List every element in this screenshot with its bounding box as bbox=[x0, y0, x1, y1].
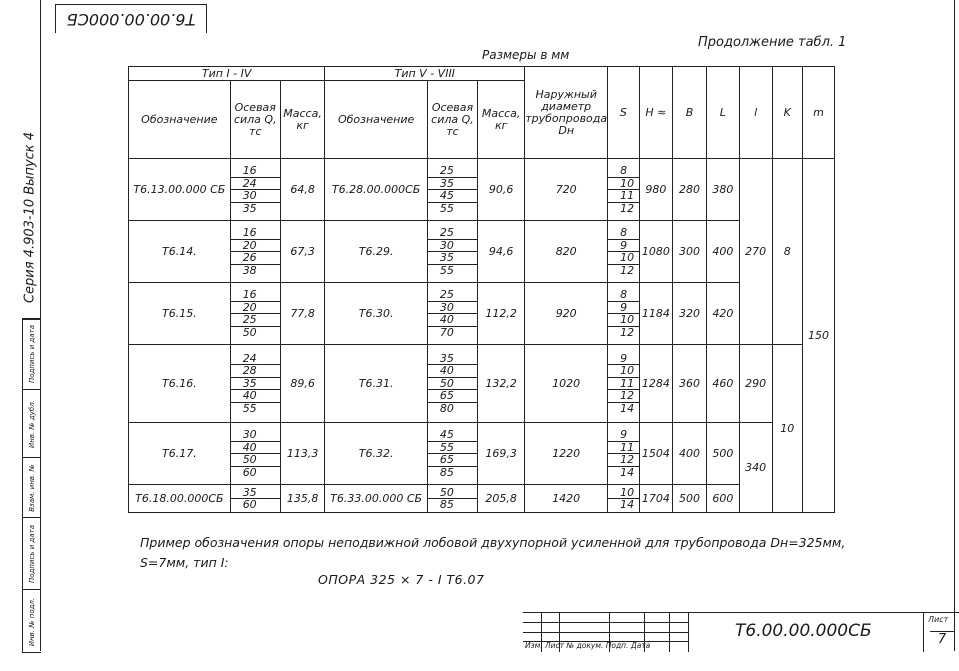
stamp-label: Взам. инв. № bbox=[28, 464, 36, 512]
mass-header: Масса, кг bbox=[478, 81, 525, 159]
stamp-label: Инв. № дубл. bbox=[28, 400, 36, 448]
mass-cell: 94,6 bbox=[478, 221, 525, 283]
diameter-cell: 1220 bbox=[525, 423, 608, 485]
table-row bbox=[129, 283, 835, 345]
designation-header: Обозначение bbox=[129, 81, 231, 159]
force-list: 16 24 30 35 bbox=[230, 159, 280, 221]
diameter-cell: 720 bbox=[525, 159, 608, 221]
diameter-cell: 820 bbox=[525, 221, 608, 283]
mass-cell: 113,3 bbox=[280, 423, 324, 485]
b-cell: 400 bbox=[673, 423, 707, 485]
sheet-box bbox=[923, 613, 959, 652]
mass-cell: 67,3 bbox=[280, 221, 324, 283]
b-header: B bbox=[673, 67, 707, 159]
mass-cell: 112,2 bbox=[478, 283, 525, 345]
b-cell: 500 bbox=[673, 485, 707, 513]
b-cell: 320 bbox=[673, 283, 707, 345]
l-cell: 290 bbox=[739, 345, 772, 423]
m-cell: 150 bbox=[802, 159, 834, 513]
sheet-label: Лист bbox=[928, 615, 949, 624]
h-cell: 1184 bbox=[639, 283, 673, 345]
L-cell: 380 bbox=[706, 159, 739, 221]
k-cell: 10 bbox=[772, 345, 802, 513]
stamp-label: Подпись и дата bbox=[28, 325, 36, 383]
designation-cell: Т6.33.00.000 СБ bbox=[325, 485, 428, 513]
force-list: 25 30 40 70 bbox=[427, 283, 477, 345]
designation-cell: Т6.15. bbox=[129, 283, 231, 345]
force-list: 24 28 35 40 55 bbox=[230, 345, 280, 423]
example-line-1: Пример обозначения опоры неподвижной лобовой двухупорной усиленной для трубопровода Dн=325мм, bbox=[140, 535, 846, 550]
s-list: 8 10 11 12 bbox=[608, 159, 640, 221]
diameter-cell: 920 bbox=[525, 283, 608, 345]
s-header: S bbox=[608, 67, 640, 159]
designation-cell: Т6.17. bbox=[129, 423, 231, 485]
mass-cell: 132,2 bbox=[478, 345, 525, 423]
b-cell: 280 bbox=[673, 159, 707, 221]
revision-labels: Изм. Лист № докум. Подп. Дата bbox=[525, 641, 651, 650]
example-line-2: S=7мм, тип I: bbox=[140, 555, 229, 570]
force-list: 30 40 50 60 bbox=[230, 423, 280, 485]
s-list: 10 14 bbox=[608, 485, 640, 513]
revision-grid bbox=[523, 613, 688, 652]
b-cell: 300 bbox=[673, 221, 707, 283]
diameter-header: Наружный диаметр трубопровода Dн bbox=[525, 67, 608, 159]
designation-cell: Т6.30. bbox=[325, 283, 428, 345]
designation-header: Обозначение bbox=[325, 81, 428, 159]
designation-cell: Т6.32. bbox=[325, 423, 428, 485]
table-row bbox=[129, 423, 835, 485]
s-list: 9 10 11 12 14 bbox=[608, 345, 640, 423]
designation-cell: Т6.13.00.000 СБ bbox=[129, 159, 231, 221]
designation-cell: Т6.29. bbox=[325, 221, 428, 283]
k-cell: 8 bbox=[772, 159, 802, 345]
rotated-drawing-code: Т6.00.00.000СБ bbox=[55, 4, 207, 33]
h-cell: 1284 bbox=[639, 345, 673, 423]
l-cell: 340 bbox=[739, 423, 772, 513]
k-header: K bbox=[772, 67, 802, 159]
L-cell: 420 bbox=[706, 283, 739, 345]
designation-cell: Т6.28.00.000СБ bbox=[325, 159, 428, 221]
h-cell: 1080 bbox=[639, 221, 673, 283]
s-list: 8 9 10 12 bbox=[608, 221, 640, 283]
L-cell: 460 bbox=[706, 345, 739, 423]
h-cell: 1704 bbox=[639, 485, 673, 513]
mass-cell: 77,8 bbox=[280, 283, 324, 345]
side-stamp bbox=[22, 318, 41, 653]
L-header: L bbox=[706, 67, 739, 159]
continuation-note: Продолжение табл. 1 bbox=[698, 35, 847, 50]
mass-cell: 135,8 bbox=[280, 485, 324, 513]
designation-cell: Т6.31. bbox=[325, 345, 428, 423]
force-list: 16 20 25 50 bbox=[230, 283, 280, 345]
L-cell: 500 bbox=[706, 423, 739, 485]
designation-cell: Т6.18.00.000СБ bbox=[129, 485, 231, 513]
force-header: Осевая сила Q, тс bbox=[230, 81, 280, 159]
group-header-2: Тип V - VIII bbox=[325, 67, 525, 81]
mass-cell: 90,6 bbox=[478, 159, 525, 221]
document-code: Т6.00.00.000СБ bbox=[735, 621, 872, 641]
sizes-note: Размеры в мм bbox=[482, 48, 570, 62]
title-block bbox=[523, 612, 959, 652]
group-header-1: Тип I - IV bbox=[129, 67, 325, 81]
designation-cell: Т6.16. bbox=[129, 345, 231, 423]
frame-right-line bbox=[954, 0, 955, 651]
mass-cell: 205,8 bbox=[478, 485, 525, 513]
sheet-number: 7 bbox=[930, 631, 954, 647]
mass-cell: 89,6 bbox=[280, 345, 324, 423]
l-header: l bbox=[739, 67, 772, 159]
mass-cell: 64,8 bbox=[280, 159, 324, 221]
mass-header: Масса, кг bbox=[280, 81, 324, 159]
force-list: 25 30 35 55 bbox=[427, 221, 477, 283]
stamp-label: Инв. № подл. bbox=[28, 597, 36, 647]
h-header: H ≈ bbox=[639, 67, 673, 159]
series-label: Серия 4.903-10 Выпуск 4 bbox=[22, 131, 38, 304]
L-cell: 400 bbox=[706, 221, 739, 283]
example-code: ОПОРА 325 × 7 - I Т6.07 bbox=[318, 572, 485, 587]
m-header: m bbox=[802, 67, 834, 159]
h-cell: 1504 bbox=[639, 423, 673, 485]
force-list: 35 60 bbox=[230, 485, 280, 513]
s-list: 8 9 10 12 bbox=[608, 283, 640, 345]
force-list: 45 55 65 85 bbox=[427, 423, 477, 485]
mass-cell: 169,3 bbox=[478, 423, 525, 485]
b-cell: 360 bbox=[673, 345, 707, 423]
stamp-label: Подпись и дата bbox=[28, 525, 36, 583]
l-cell: 270 bbox=[739, 159, 772, 345]
force-list: 50 85 bbox=[427, 485, 477, 513]
specs-table bbox=[128, 66, 835, 513]
force-list: 25 35 45 55 bbox=[427, 159, 477, 221]
table-row bbox=[129, 485, 835, 513]
force-list: 35 40 50 65 80 bbox=[427, 345, 477, 423]
force-header: Осевая сила Q, тс bbox=[427, 81, 477, 159]
diameter-cell: 1020 bbox=[525, 345, 608, 423]
designation-cell: Т6.14. bbox=[129, 221, 231, 283]
table-row bbox=[129, 221, 835, 283]
force-list: 16 20 26 38 bbox=[230, 221, 280, 283]
example-text bbox=[140, 533, 900, 573]
L-cell: 600 bbox=[706, 485, 739, 513]
diameter-cell: 1420 bbox=[525, 485, 608, 513]
h-cell: 980 bbox=[639, 159, 673, 221]
s-list: 9 11 12 14 bbox=[608, 423, 640, 485]
table-row bbox=[129, 345, 835, 423]
table-row bbox=[129, 159, 835, 221]
